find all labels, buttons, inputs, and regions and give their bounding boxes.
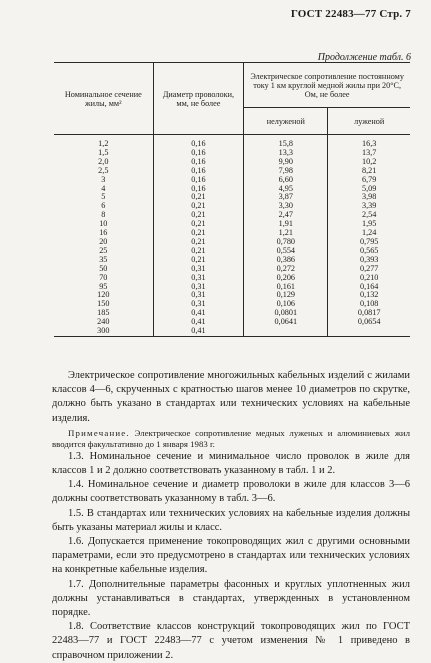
cell-tinned: 0,795 <box>328 238 410 247</box>
table-continuation-label: Продолжение табл. 6 <box>317 52 411 63</box>
cell-bare: 0,272 <box>244 265 328 274</box>
table-row <box>54 238 410 247</box>
cell-diameter: 0,16 <box>153 167 244 176</box>
page-header: ГОСТ 22483—77 Стр. 7 <box>290 8 411 20</box>
cell-diameter: 0,31 <box>153 265 244 274</box>
cell-section: 4 <box>101 183 106 193</box>
cell-tinned: 0,393 <box>328 256 410 265</box>
table-row <box>54 176 410 185</box>
cell-section: 300 <box>54 327 153 336</box>
cell-diameter: 0,16 <box>153 135 244 149</box>
paragraph-1-8: 1.8. Соответствие классов конструкций токопроводящих жил по ГОСТ 22483—77 и ГОСТ 22483—77 с учетом изменения № 1 приведено в справочном приложении 2. <box>52 621 410 661</box>
cell-bare: 4,95 <box>244 185 328 194</box>
paragraph-1-4: 1.4. Номинальное сечение и диаметр проволоки в жиле для классов 3—6 должны соответствовать указанному в табл. 3—6. <box>52 479 410 505</box>
table-row <box>54 247 410 256</box>
cell-diameter: 0,16 <box>153 185 244 194</box>
cell-bare: 6,60 <box>244 176 328 185</box>
paragraph-1-6: 1.6. Допускается применение токопроводящих жил с другими основными параметрами, если это предусмотрено в стандартах или технических условиях на конкретные кабельные изделия. <box>52 536 410 576</box>
cell-bare: 0,554 <box>244 247 328 256</box>
cell-tinned: 2,54 <box>328 211 410 220</box>
cell-section: 95 <box>99 281 108 291</box>
cell-diameter: 0,21 <box>153 193 244 202</box>
cell-tinned: 8,21 <box>328 167 410 176</box>
cell-tinned: 1,24 <box>328 229 410 238</box>
cell-tinned: 13,7 <box>328 149 410 158</box>
cell-diameter: 0,21 <box>153 202 244 211</box>
cell-bare: 7,98 <box>244 167 328 176</box>
resistance-table <box>54 62 410 337</box>
cell-diameter: 0,41 <box>153 318 244 327</box>
cell-bare: 0,780 <box>244 238 328 247</box>
cell-section: 70 <box>99 272 108 282</box>
cell-bare: 0,206 <box>244 274 328 283</box>
note <box>52 428 410 450</box>
cell-diameter: 0,31 <box>153 300 244 309</box>
cell-diameter: 0,21 <box>153 238 244 247</box>
cell-tinned: 3,39 <box>328 202 410 211</box>
paragraph-1-7: 1.7. Дополнительные параметры фасонных и круглых уплотненных жил должны устанавливаться в стандартах, утвержденных в установленном порядке. <box>52 578 410 619</box>
header-bare: нелуженой <box>244 108 328 135</box>
cell-bare: 3,87 <box>244 193 328 202</box>
cell-diameter: 0,21 <box>153 229 244 238</box>
table-row <box>54 229 410 238</box>
cell-section: 10 <box>99 219 108 229</box>
cell-diameter: 0,16 <box>153 149 244 158</box>
cell-tinned: 10,2 <box>328 158 410 167</box>
cell-diameter: 0,16 <box>153 176 244 185</box>
cell-section: 185 <box>97 308 110 318</box>
table-row <box>54 202 410 211</box>
cell-section: 240 <box>97 317 110 327</box>
cell-tinned <box>328 327 410 336</box>
cell-section: 25 <box>99 245 108 255</box>
cell-tinned: 0,277 <box>328 265 410 274</box>
cell-section: 1,2 <box>98 139 109 148</box>
cell-section: 5 <box>101 192 106 202</box>
cell-section: 35 <box>99 254 108 264</box>
cell-tinned: 1,95 <box>328 220 410 229</box>
cell-diameter: 0,16 <box>153 158 244 167</box>
cell-tinned: 16,3 <box>328 135 410 149</box>
cell-diameter: 0,31 <box>153 274 244 283</box>
cell-diameter: 0,21 <box>153 256 244 265</box>
cell-bare: 3,30 <box>244 202 328 211</box>
cell-bare: 13,3 <box>244 149 328 158</box>
note-text: Электрическое сопротивление медных луженых и алюминиевых жил вводится факультативно до 1 января 1983 г. <box>52 427 411 449</box>
cell-tinned: 3,98 <box>328 193 410 202</box>
header-section: Номинальное сечение жилы, мм² <box>54 63 153 135</box>
cell-tinned: 0,0654 <box>328 318 410 327</box>
cell-bare: 0,0801 <box>244 309 328 318</box>
cell-diameter: 0,21 <box>153 247 244 256</box>
cell-tinned: 0,565 <box>328 247 410 256</box>
header-diameter: Диаметр проволоки, мм, не более <box>153 63 244 135</box>
table-row <box>54 211 410 220</box>
cell-tinned: 5,09 <box>328 185 410 194</box>
table-row <box>54 193 410 202</box>
table-row <box>54 135 410 149</box>
table-row <box>54 274 410 283</box>
header-tinned: луженой <box>328 108 410 135</box>
cell-section: 8 <box>101 210 106 220</box>
table-row <box>54 167 410 176</box>
cell-tinned: 0,0817 <box>328 309 410 318</box>
cell-diameter: 0,41 <box>153 309 244 318</box>
cell-bare <box>244 327 328 336</box>
cell-tinned: 0,164 <box>328 283 410 292</box>
cell-bare: 1,91 <box>244 220 328 229</box>
cell-diameter: 0,21 <box>153 220 244 229</box>
cell-diameter: 0,31 <box>153 283 244 292</box>
table-row <box>54 265 410 274</box>
cell-bare: 1,21 <box>244 229 328 238</box>
cell-bare: 0,106 <box>244 300 328 309</box>
paragraph-1-3: 1.3. Номинальное сечение и минимальное число проволок в жиле для классов 1 и 2 должно соответствовать указанному в табл. 1 и 2. <box>52 450 410 477</box>
cell-section: 50 <box>99 263 108 273</box>
cell-diameter: 0,21 <box>153 211 244 220</box>
table-row <box>54 185 410 194</box>
cell-section: 1,5 <box>98 147 109 157</box>
header-resistance: Электрическое сопротивление постоянному току 1 км круглой медной жилы при 20°C, Ом, не более <box>244 63 410 108</box>
cell-diameter: 0,41 <box>153 327 244 336</box>
paragraph-1-5: 1.5. В стандартах или технических условиях на кабельные изделия должны быть указаны материал жилы и класс. <box>52 507 410 533</box>
cell-section: 120 <box>97 290 110 300</box>
cell-bare: 2,47 <box>244 211 328 220</box>
cell-bare: 0,0641 <box>244 318 328 327</box>
cell-bare: 0,161 <box>244 283 328 292</box>
cell-diameter: 0,31 <box>153 291 244 300</box>
note-label: Примечание. <box>68 427 130 438</box>
cell-tinned: 0,210 <box>328 274 410 283</box>
cell-section: 6 <box>101 201 106 211</box>
cell-tinned: 0,108 <box>328 300 410 309</box>
cell-section: 150 <box>97 299 110 309</box>
cell-section: 2,0 <box>98 156 109 166</box>
cell-tinned: 6,79 <box>328 176 410 185</box>
cell-section: 16 <box>99 228 108 238</box>
cell-bare: 15,8 <box>244 135 328 149</box>
cell-tinned: 0,132 <box>328 291 410 300</box>
cell-section: 3 <box>101 174 106 184</box>
table-row <box>54 220 410 229</box>
cell-bare: 0,129 <box>244 291 328 300</box>
paragraph-resistance: Электрическое сопротивление многожильных кабельных изделий с жилами классов 4—6, скрученных с кратностью шагов менее 10 диаметров по скрутке, должно быть указано в стандартах или технических условиях на кабельные изделия. <box>52 370 410 424</box>
cell-bare: 9,90 <box>244 158 328 167</box>
body-text <box>52 369 410 663</box>
cell-section: 2,5 <box>98 165 109 175</box>
cell-bare: 0,386 <box>244 256 328 265</box>
cell-section: 20 <box>99 236 108 246</box>
table-row <box>54 327 410 336</box>
table-row <box>54 256 410 265</box>
